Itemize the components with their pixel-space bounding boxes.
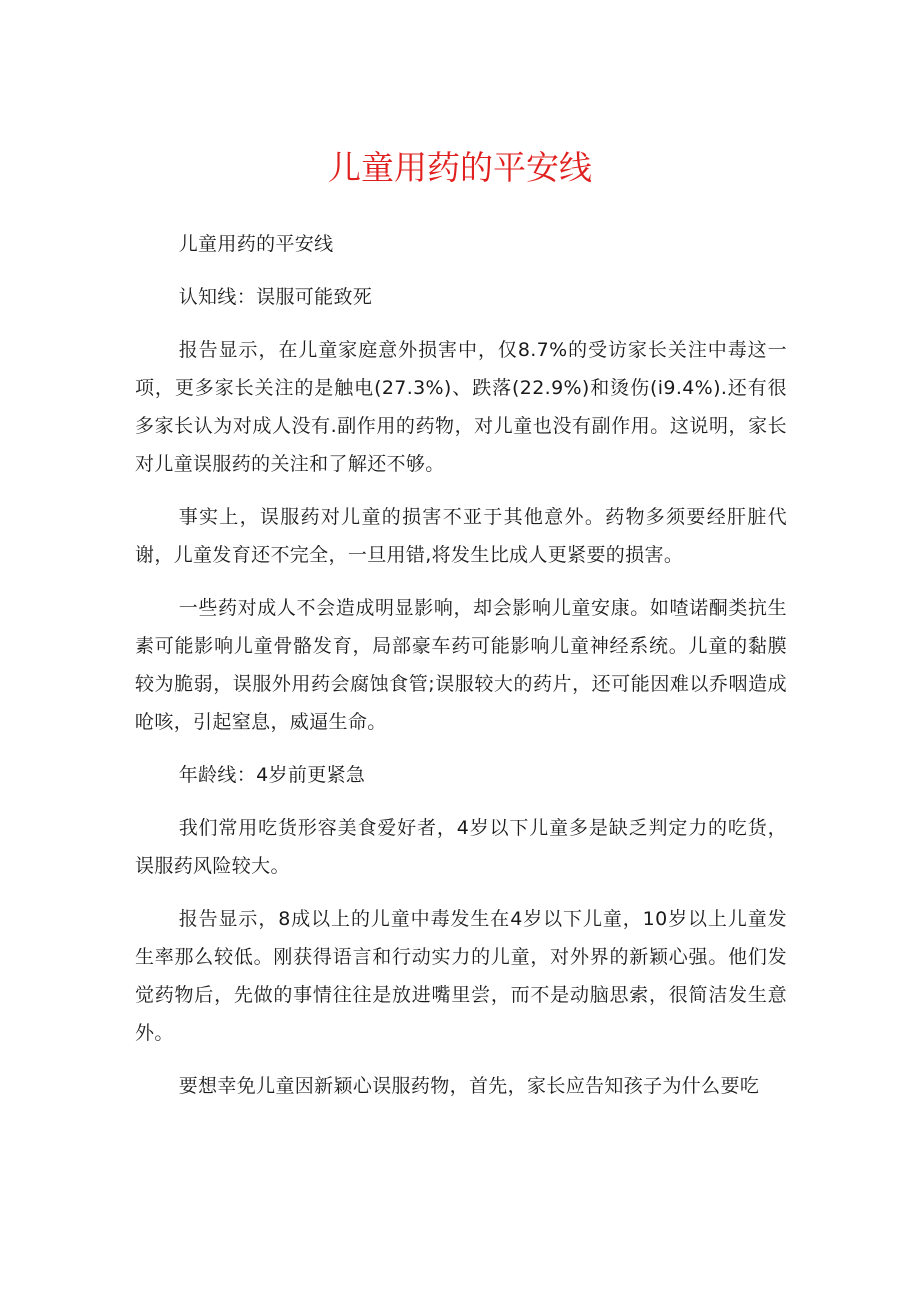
paragraph-prevention: 要想幸免儿童因新颖心误服药物，首先，家长应告知孩子为什么要吃 [178, 1075, 760, 1097]
paragraph-section-heading-cognition: 认知线：误服可能致死 [178, 286, 373, 308]
paragraph-report-statistics: 报告显示，在儿童家庭意外损害中，仅8.7%的受访家长关注中毒这一项，更多家长关注的是触电(27.3%)、跌落(22.9%)和烫伤(i9.4%).还有很多家长认为对成人没有.副作用的药物，对儿童也没有副作用。这说明，家长对儿童误服药的关注和了解还不够。 [135, 339, 787, 475]
paragraph-foodie: 我们常用吃货形容美食爱好者，4岁以下儿童多是缺乏判定力的吃货，误服药风险较大。 [135, 817, 787, 877]
paragraph-age-report: 报告显示，8成以上的儿童中毒发生在4岁以下儿童，10岁以上儿童发生率那么较低。刚获得语言和行动实力的儿童，对外界的新颖心强。他们发觉药物后，先做的事情往往是放进嘴里尝，而不是动脑思索，很简洁发生意外。 [135, 908, 787, 1044]
paragraph-harm-fact: 事实上，误服药对儿童的损害不亚于其他意外。药物多须要经肝脏代谢，儿童发育还不完全，一旦用错,将发生比成人更紧要的损害。 [135, 506, 787, 566]
paragraph-section-heading-age: 年龄线：4岁前更紧急 [178, 764, 366, 786]
document-title: 儿童用药的平安线 [328, 148, 592, 187]
document-body [135, 225, 787, 1120]
paragraph-subtitle: 儿童用药的平安线 [178, 233, 334, 255]
paragraph-drug-effects: 一些药对成人不会造成明显影响，却会影响儿童安康。如喳诺酮类抗生素可能影响儿童骨骼发育，局部豪车药可能影响儿童神经系统。儿童的黏膜较为脆弱，误服外用药会腐蚀食管;误服较大的药片，还可能因难以乔咽造成呛咳，引起窒息，威逼生命。 [135, 597, 787, 733]
